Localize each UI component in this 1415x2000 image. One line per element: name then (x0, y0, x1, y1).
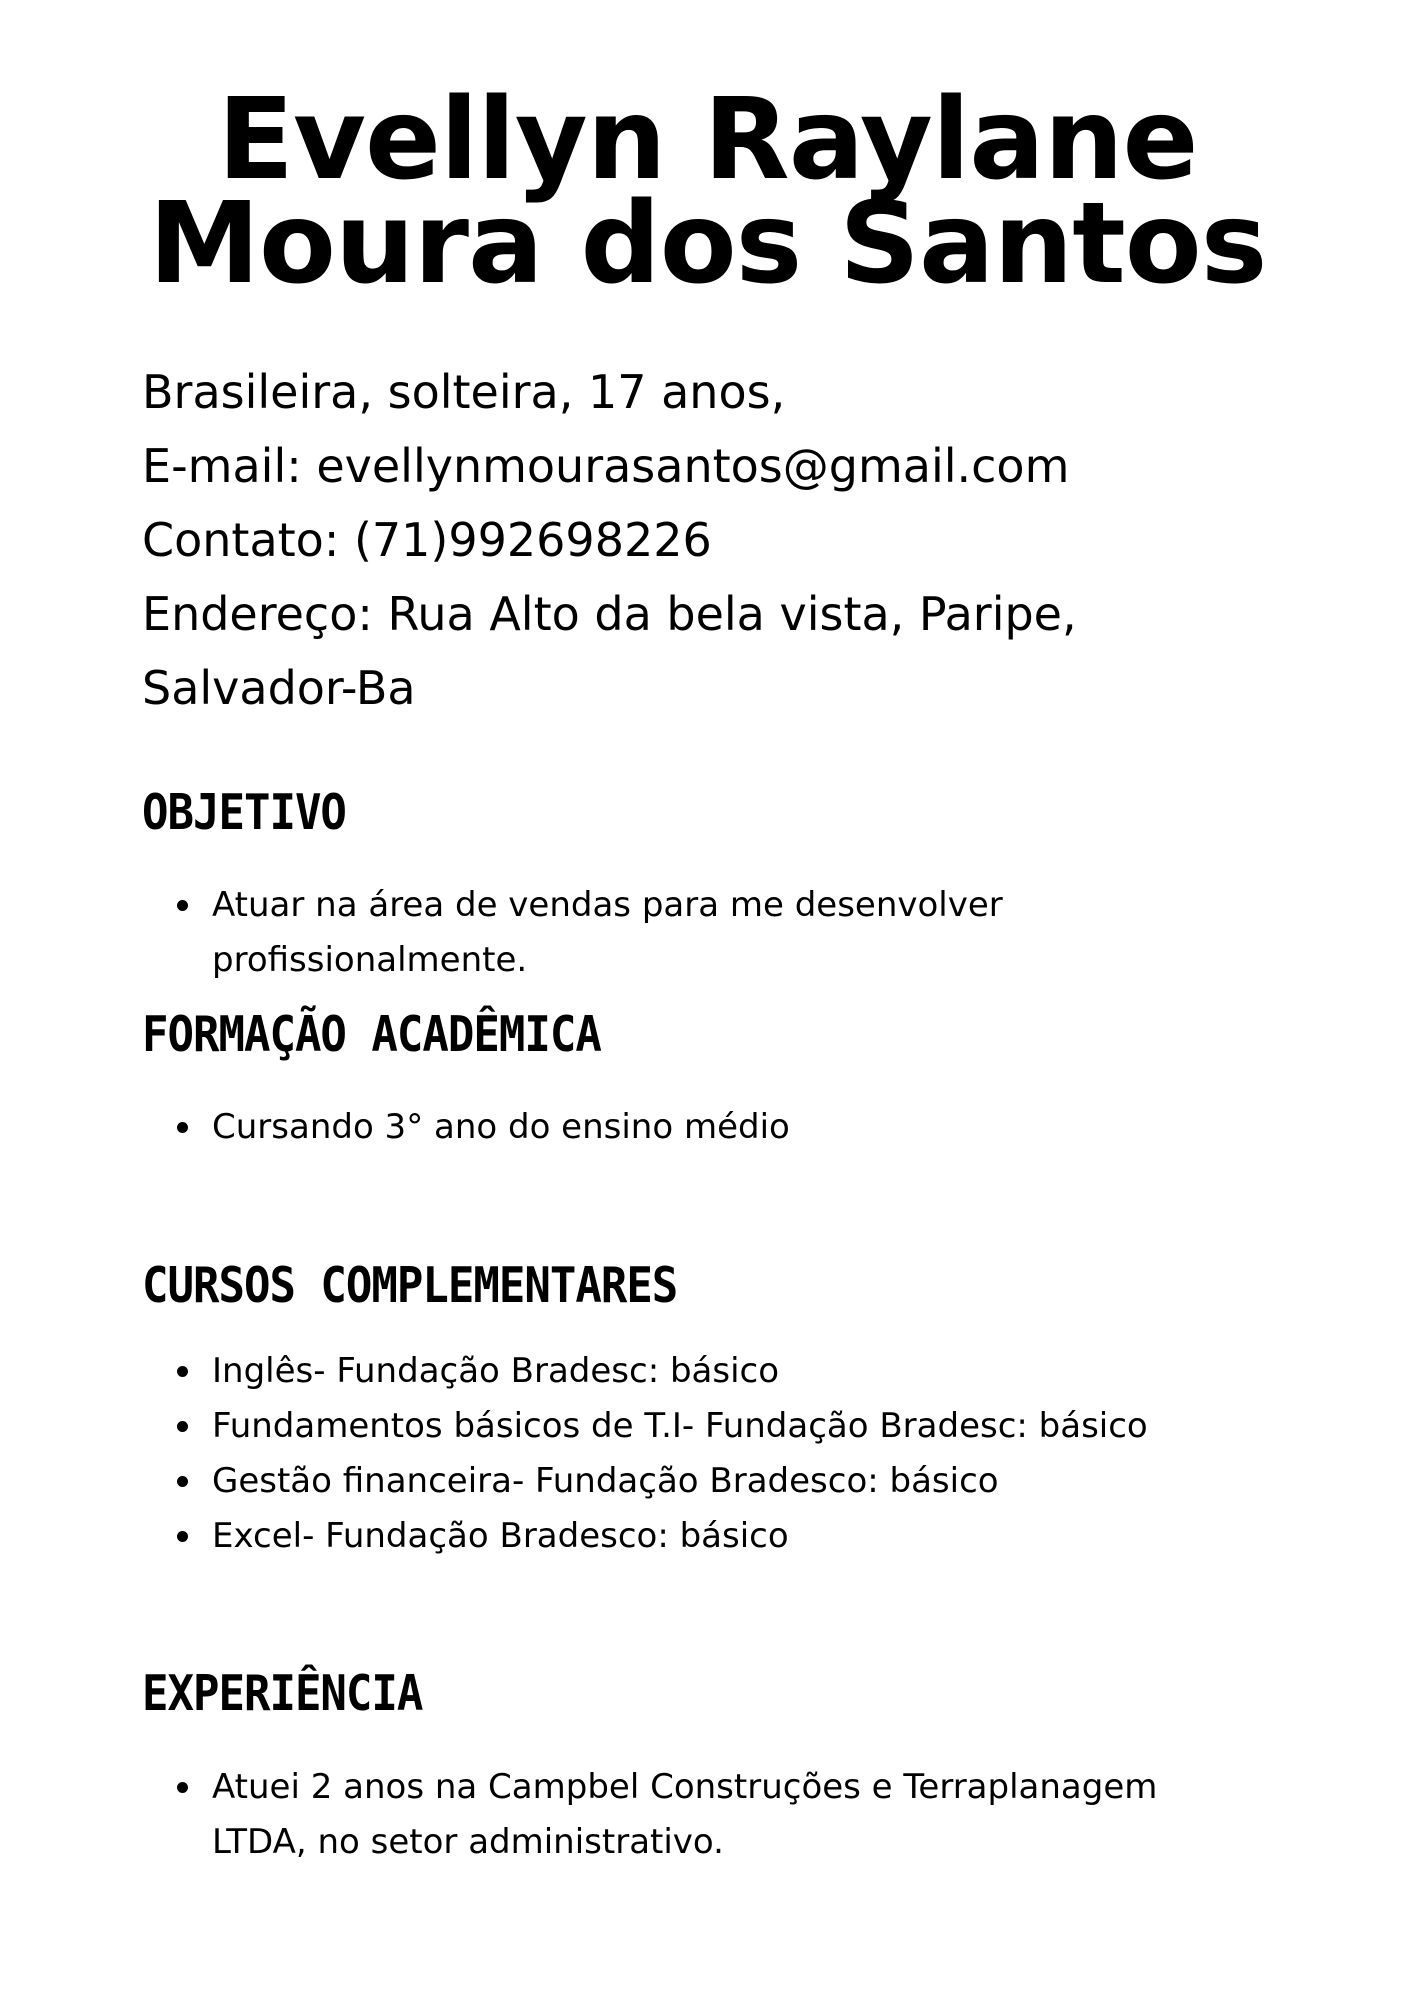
list-item-text: Atuei 2 anos na Campbel Construções e Terraplanagem LTDA, no setor administrativo. (212, 1767, 1158, 1862)
name-line-1: Evellyn Raylane (217, 75, 1198, 205)
cursos-list (142, 1344, 1292, 1564)
section-title-objetivo: OBJETIVO (142, 784, 346, 842)
section-title-experiencia: EXPERIÊNCIA (142, 1665, 423, 1723)
personal-info: Brasileira, solteira, 17 anos, (142, 365, 786, 419)
list-item-text: Excel- Fundação Bradesco: básico (212, 1516, 789, 1556)
objetivo-list (142, 878, 1142, 988)
section-title-cursos: CURSOS COMPLEMENTARES (142, 1257, 678, 1315)
list-item (142, 1100, 1292, 1155)
address-city-line: Salvador-Ba (142, 661, 416, 715)
list-item-text: Fundamentos básicos de T.I- Fundação Bradesc: básico (212, 1406, 1148, 1446)
list-item (142, 1454, 1292, 1509)
phone-line: Contato: (71)992698226 (142, 513, 712, 567)
bullet-icon (177, 1421, 188, 1432)
formacao-list (142, 1100, 1292, 1155)
list-item (142, 1509, 1292, 1564)
bullet-icon (177, 1531, 188, 1542)
list-item (142, 1399, 1292, 1454)
candidate-name (0, 75, 1415, 309)
contact-info (142, 355, 1292, 725)
list-item (142, 1344, 1292, 1399)
name-line-2: Moura dos Santos (148, 179, 1267, 309)
list-item-text: Gestão financeira- Fundação Bradesco: básico (212, 1461, 999, 1501)
email-line: E-mail: evellynmourasantos@gmail.com (142, 439, 1070, 493)
list-item-text: Atuar na área de vendas para me desenvolver profissionalmente. (212, 885, 1003, 980)
bullet-icon (177, 1782, 188, 1793)
bullet-icon (177, 900, 188, 911)
list-item (142, 1760, 1252, 1870)
bullet-icon (177, 1122, 188, 1133)
list-item-text: Cursando 3° ano do ensino médio (212, 1107, 790, 1147)
address-line: Endereço: Rua Alto da bela vista, Paripe, (142, 587, 1077, 641)
bullet-icon (177, 1366, 188, 1377)
list-item-text: Inglês- Fundação Bradesc: básico (212, 1351, 780, 1391)
bullet-icon (177, 1476, 188, 1487)
experiencia-list (142, 1760, 1252, 1870)
section-title-formacao: FORMAÇÃO ACADÊMICA (142, 1006, 601, 1064)
list-item (142, 878, 1142, 988)
